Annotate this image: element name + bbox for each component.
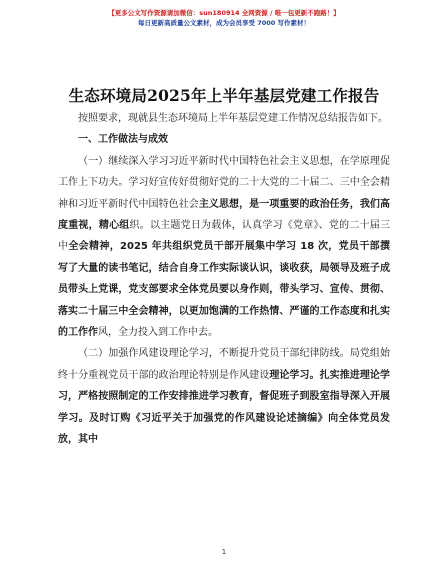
p1-text-c: 织。以主题党日为载体，认真学习《党章》、党的二十届三中 xyxy=(58,220,390,253)
p1-text-f: 风，全力投入到工作中去。 xyxy=(98,327,218,339)
paragraph-2 xyxy=(58,343,390,450)
p2-text-b: 理论学习。扎实推进理论学习，严格按照制定的工作安排推进 xyxy=(58,369,390,403)
p1-text-a: （一）继续深入学习习近平新时代中国特色社会主义思想，在学原理促工作上下功夫。学习好宣传好贯彻好党的二十大党的二十届二、三中全会精神和习近平新时代中国特色社会 xyxy=(58,155,390,210)
p2-text-d: 近平关于加强党的作风建设论述摘编》向全体党员发放，其中 xyxy=(58,412,391,446)
intro-paragraph: 按照要求，现就县生态环境局上半年基层党建工作情况总结报告如下。 xyxy=(78,113,388,124)
document-body xyxy=(58,108,390,451)
promo-line-1: 【更多公文写作资源请加微信：sun180914 全网资源 / 唯一包更新不跑路！】 xyxy=(108,9,340,17)
document-title: 生态环境局2025年上半年基层党建工作报告 xyxy=(68,86,380,105)
p1-text-e: 神，以更加饱满的工作热情、严谨的工作态度和扎实的工作作 xyxy=(58,305,390,339)
p2-text-c: 学习教育，督促班子到股室指导深入开展学习。及时订购《习 xyxy=(58,391,390,424)
paragraph-1 xyxy=(58,151,390,344)
section-heading: 一、工作做法与成效 xyxy=(78,134,168,146)
page-number: 1 xyxy=(221,548,227,556)
promo-line-2: 每日更新高质量公文素材，成为会员享受 7000 写作素材！ xyxy=(137,19,311,27)
promo-banner xyxy=(0,8,448,28)
p1-text-d: 全会精神，2025 年共组织党员干部开展集中学习 18 次，党员干部撰写了大量的读书笔记，结合自身工作实际谈认识，谈收获，局领导及班子成员带头上党课，党支部要求全体党员要以身作则，带头学习、宣传、贯彻、落实二十届三中全会精 xyxy=(58,241,390,317)
p1-text-b: 主义思想，是一项重要的政治任务，我们高度重视，精心组 xyxy=(58,198,390,232)
p2-text-a: （二）加强作风建设理论学习，不断提升党员干部纪律防线。局党组始终十分重视党员干部的政治理论特别是作风建设 xyxy=(58,348,390,381)
